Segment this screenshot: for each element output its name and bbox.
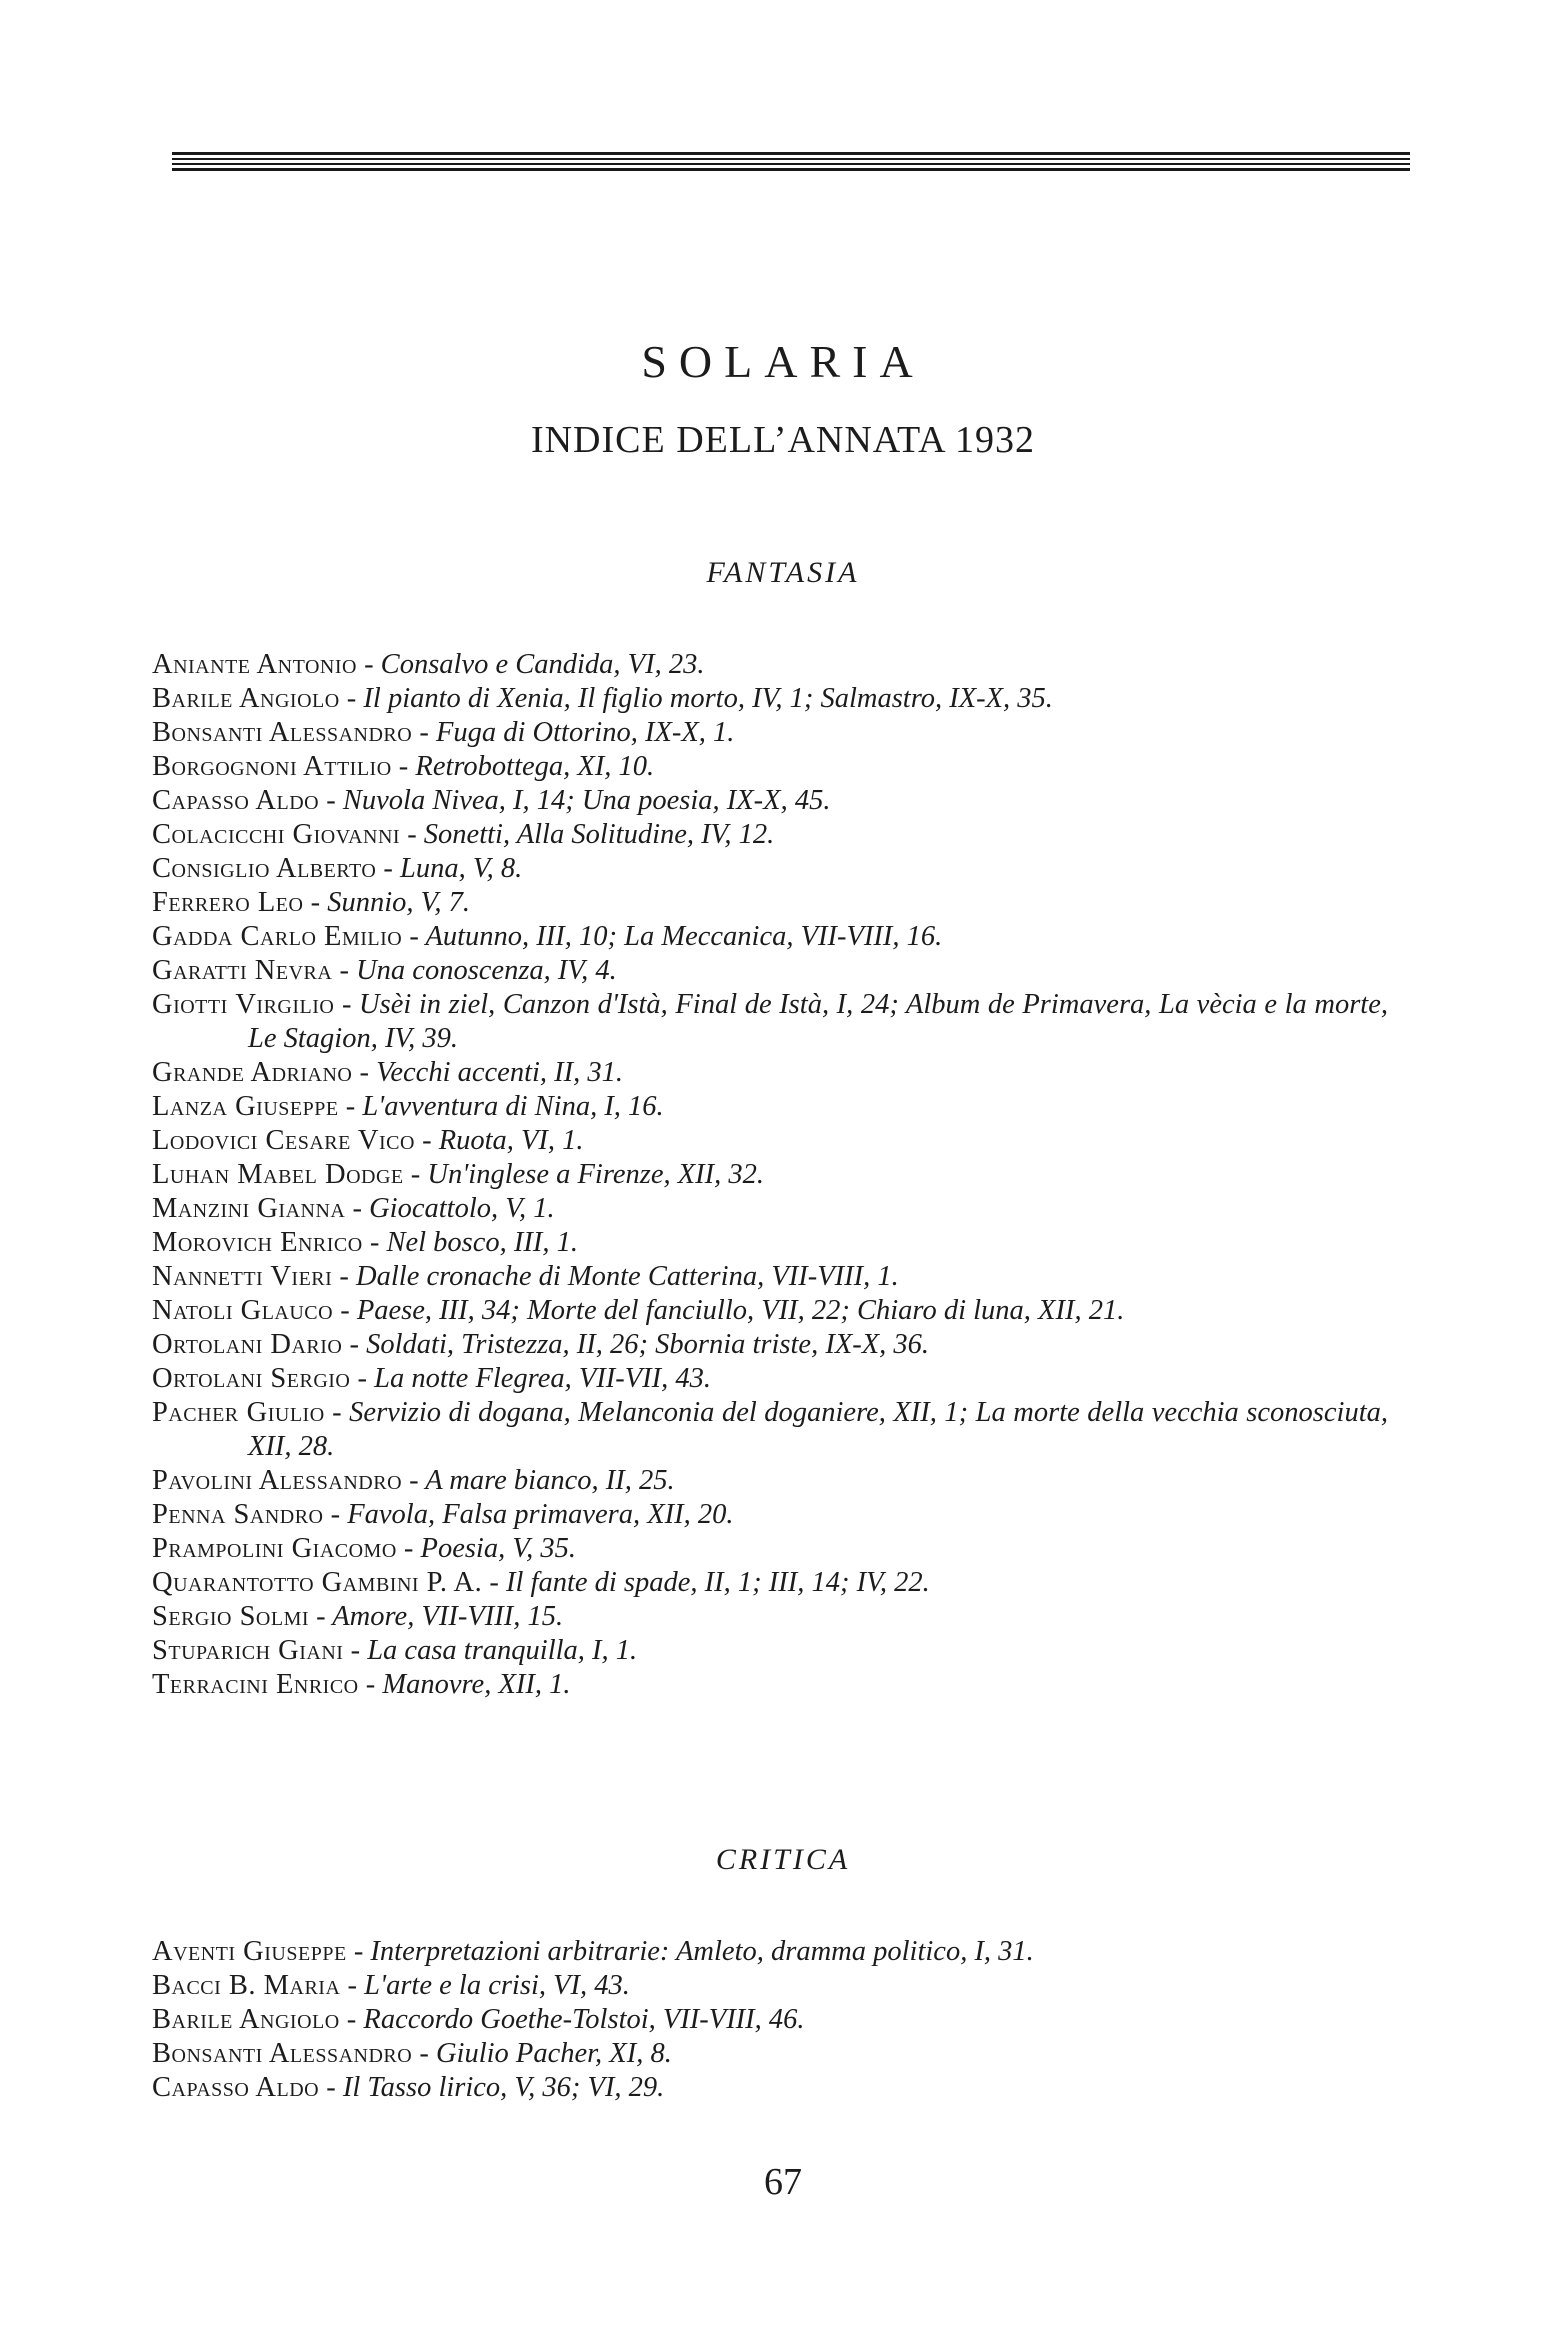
- entry-works: - Favola, Falsa primavera, XII, 20.: [323, 1499, 734, 1530]
- index-entry: [152, 2037, 1388, 2071]
- index-entry: [152, 886, 1388, 920]
- index-entry: [152, 2003, 1388, 2037]
- entry-works: - Sonetti, Alla Solitudine, IV, 12.: [400, 819, 775, 850]
- entry-author: Quarantotto Gambini P. A.: [152, 1567, 483, 1598]
- index-entry: [152, 2071, 1388, 2105]
- entry-works: - Vecchi accenti, II, 31.: [352, 1057, 624, 1088]
- index-entry: [152, 1090, 1388, 1124]
- index-entry: [152, 1969, 1388, 2003]
- section-heading-fantasia: FANTASIA: [706, 556, 860, 589]
- entry-author: Grande Adriano: [152, 1057, 353, 1088]
- index-entry: [152, 1566, 1388, 1600]
- entry-works: - Amore, VII-VIII, 15.: [309, 1601, 564, 1632]
- index-entry: [152, 1362, 1388, 1396]
- entry-works: - Il pianto di Xenia, Il figlio morto, IV, 1; Salmastro, IX-X, 35.: [339, 683, 1053, 714]
- entry-author: Capasso Aldo: [152, 2072, 320, 2103]
- entry-author: Borgognoni Attilio: [152, 751, 392, 782]
- page-title: SOLARIA: [641, 336, 925, 387]
- entry-works: - Dalle cronache di Monte Catterina, VII-VIII, 1.: [332, 1261, 899, 1292]
- critica-entry-list: [152, 1935, 1388, 2105]
- entry-author: Garatti Nevra: [152, 955, 333, 986]
- index-entry: [152, 682, 1388, 716]
- entry-author: Nannetti Vieri: [152, 1261, 333, 1292]
- entry-author: Gadda Carlo Emilio: [152, 921, 403, 952]
- entry-author: Consiglio Alberto: [152, 853, 377, 884]
- header-rule: [172, 168, 1410, 171]
- index-entry: [152, 852, 1388, 886]
- index-entry: [152, 750, 1388, 784]
- page-number: 67: [764, 2161, 802, 2203]
- entry-works: - Una conoscenza, IV, 4.: [332, 955, 617, 986]
- entry-works: - Nuvola Nivea, I, 14; Una poesia, IX-X, 45.: [319, 785, 831, 816]
- index-entry: [152, 818, 1388, 852]
- entry-works: - Giocattolo, V, 1.: [345, 1193, 555, 1224]
- entry-works: - Retrobottega, XI, 10.: [391, 751, 655, 782]
- entry-author: Aventi Giuseppe: [152, 1936, 347, 1967]
- entry-works: - Interpretazioni arbitrarie: Amleto, dramma politico, I, 31.: [346, 1936, 1034, 1967]
- index-entry: [152, 1056, 1388, 1090]
- index-entry: [152, 988, 1388, 1056]
- page-subtitle: INDICE DELL’ANNATA 1932: [530, 419, 1036, 461]
- entry-author: Pacher Giulio: [152, 1397, 325, 1428]
- entry-author: Lodovici Cesare Vico: [152, 1125, 415, 1156]
- index-entry: [152, 1260, 1388, 1294]
- entry-author: Capasso Aldo: [152, 785, 320, 816]
- index-entry: [152, 1294, 1388, 1328]
- entry-works: - Paese, III, 34; Morte del fanciullo, VII, 22; Chiaro di luna, XII, 21.: [333, 1295, 1125, 1326]
- entry-works: - Manovre, XII, 1.: [358, 1669, 571, 1700]
- entry-works: - Consalvo e Candida, VI, 23.: [356, 649, 705, 680]
- entry-works: - L'arte e la crisi, VI, 43.: [340, 1970, 630, 2001]
- entry-works: - A mare bianco, II, 25.: [402, 1465, 675, 1496]
- entry-author: Natoli Glauco: [152, 1295, 334, 1326]
- entry-works: - Usèi in ziel, Canzon d'Istà, Final de Istà, I, 24; Album de Primavera, La vècia e la morte, Le Stagion, IV, 39.: [248, 989, 1388, 1054]
- entry-author: Bonsanti Alessandro: [152, 2038, 413, 2069]
- entry-author: Bonsanti Alessandro: [152, 717, 413, 748]
- entry-works: - Sunnio, V, 7.: [303, 887, 470, 918]
- entry-author: Manzini Gianna: [152, 1193, 346, 1224]
- entry-works: - Un'inglese a Firenze, XII, 32.: [403, 1159, 765, 1190]
- index-entry: [152, 1634, 1388, 1668]
- index-entry: [152, 1600, 1388, 1634]
- entry-works: - Servizio di dogana, Melanconia del doganiere, XII, 1; La morte della vecchia sconosciuta, XII, 28.: [248, 1397, 1389, 1462]
- index-entry: [152, 954, 1388, 988]
- entry-author: Lanza Giuseppe: [152, 1091, 339, 1122]
- entry-works: - Il fante di spade, II, 1; III, 14; IV, 22.: [482, 1567, 930, 1598]
- entry-author: Ortolani Sergio: [152, 1363, 351, 1394]
- entry-author: Luhan Mabel Dodge: [152, 1159, 404, 1190]
- entry-works: - La notte Flegrea, VII-VII, 43.: [350, 1363, 712, 1394]
- entry-author: Penna Sandro: [152, 1499, 324, 1530]
- entry-works: - L'avventura di Nina, I, 16.: [338, 1091, 664, 1122]
- entry-author: Colacicchi Giovanni: [152, 819, 401, 850]
- index-entry: [152, 1124, 1388, 1158]
- entry-works: - Raccordo Goethe-Tolstoi, VII-VIII, 46.: [339, 2004, 805, 2035]
- index-entry: [152, 716, 1388, 750]
- entry-author: Pavolini Alessandro: [152, 1465, 403, 1496]
- entry-works: - Ruota, VI, 1.: [414, 1125, 584, 1156]
- entry-author: Giotti Virgilio: [152, 989, 335, 1020]
- fantasia-entry-list: [152, 648, 1388, 1702]
- entry-works: - Autunno, III, 10; La Meccanica, VII-VIII, 16.: [402, 921, 943, 952]
- entry-author: Bacci B. Maria: [152, 1970, 341, 2001]
- index-entry: [152, 1498, 1388, 1532]
- index-entry: [152, 1464, 1388, 1498]
- index-entry: [152, 920, 1388, 954]
- index-entry: [152, 1935, 1388, 1969]
- entry-author: Stuparich Giani: [152, 1635, 344, 1666]
- entry-works: - Luna, V, 8.: [376, 853, 523, 884]
- header-rule: [172, 152, 1410, 155]
- entry-works: - Nel bosco, III, 1.: [362, 1227, 578, 1258]
- entry-works: - Il Tasso lirico, V, 36; VI, 29.: [319, 2072, 665, 2103]
- index-entry: [152, 1192, 1388, 1226]
- entry-works: - Poesia, V, 35.: [396, 1533, 576, 1564]
- entry-author: Ortolani Dario: [152, 1329, 343, 1360]
- entry-works: - Fuga di Ottorino, IX-X, 1.: [412, 717, 735, 748]
- entry-works: - La casa tranquilla, I, 1.: [343, 1635, 638, 1666]
- entry-author: Prampolini Giacomo: [152, 1533, 397, 1564]
- header-rule: [172, 158, 1410, 160]
- entry-author: Barile Angiolo: [152, 2004, 340, 2035]
- entry-author: Aniante Antonio: [152, 649, 357, 680]
- entry-author: Barile Angiolo: [152, 683, 340, 714]
- index-entry: [152, 784, 1388, 818]
- entry-author: Sergio Solmi: [152, 1601, 310, 1632]
- entry-works: - Giulio Pacher, XI, 8.: [412, 2038, 672, 2069]
- index-entry: [152, 1396, 1388, 1464]
- header-rules: [172, 152, 1410, 174]
- entry-author: Ferrero Leo: [152, 887, 304, 918]
- index-entry: [152, 648, 1388, 682]
- index-entry: [152, 1328, 1388, 1362]
- index-entry: [152, 1158, 1388, 1192]
- section-heading-critica: CRITICA: [715, 1843, 851, 1876]
- entry-author: Terracini Enrico: [152, 1669, 359, 1700]
- index-entry: [152, 1532, 1388, 1566]
- entry-author: Morovich Enrico: [152, 1227, 363, 1258]
- index-entry: [152, 1226, 1388, 1260]
- entry-works: - Soldati, Tristezza, II, 26; Sbornia triste, IX-X, 36.: [342, 1329, 930, 1360]
- header-rule: [172, 163, 1410, 165]
- index-entry: [152, 1668, 1388, 1702]
